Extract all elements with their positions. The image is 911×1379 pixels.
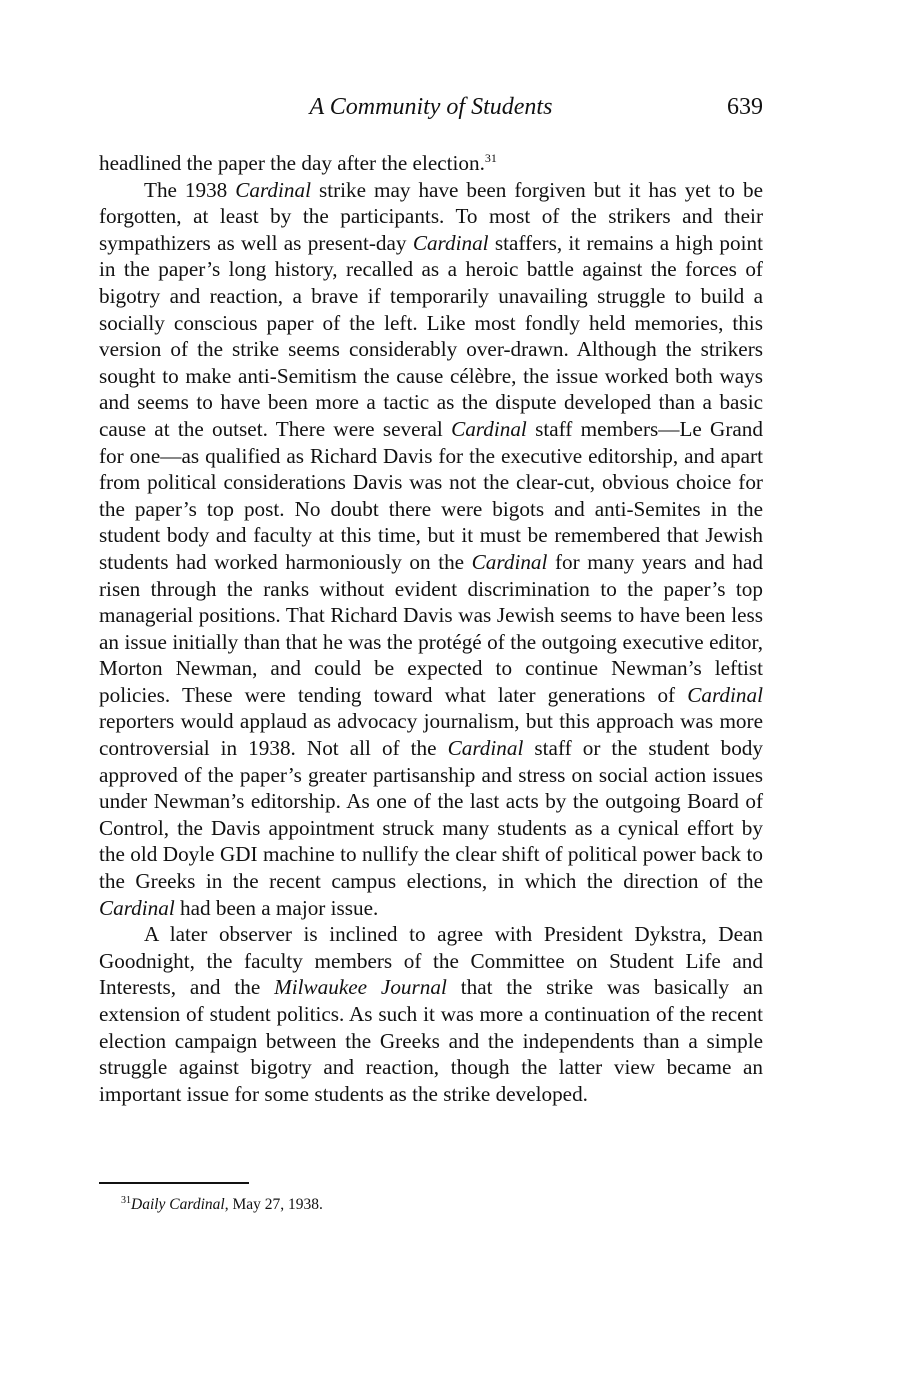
body-text xyxy=(99,150,763,1107)
footnote-source: Daily Cardinal xyxy=(131,1196,225,1213)
text-run: staffers, it remains a high point in the paper’s long history, recalled as a heroic battle against the forces of bigotry and reaction, a brave if temporarily unavailing struggle to build a socially conscious paper of the left. Like most fondly held memories, this version of the strike seems considerably over-drawn. Although the strikers sought to make anti-Semitism the cause célèbre, the issue worked both ways and seems to have been more a tactic as the dispute developed than a basic cause at the outset. There were several xyxy=(99,230,763,441)
text-run: strike may have been forgiven but it has yet to be forgotten, at least by the participants. To most of the strikers and their sympathizers as well as present-day xyxy=(99,177,763,255)
italic-title: Cardinal xyxy=(687,682,763,707)
footnote xyxy=(121,1195,761,1215)
italic-title: Milwaukee Journal xyxy=(274,975,447,1000)
text-run: headlined the paper the day after the election. xyxy=(99,151,485,175)
italic-title: Cardinal xyxy=(412,230,489,255)
italic-title: Cardinal xyxy=(451,416,527,441)
text-run: had been a major issue. xyxy=(174,895,379,920)
text-run: for many years and had risen through the ranks without evident discrimination to the paper’s top managerial positions. That Richard Davis was Jewish seems to have been less an issue initially than that he was the protégé of the outgoing executive editor, Morton Newman, and could be expected to continue Newman’s leftist policies. These were tending toward what later generations of xyxy=(99,549,763,707)
text-run: staff members—Le Grand for one—as qualified as Richard Davis for the executive editorship, and apart from political considerations Davis was not the clear-cut, obvious choice for the paper’s top post. No doubt there were bigots and anti-Semites in the student body and faculty at this time, but it must be remembered that Jewish students had worked harmoniously on the xyxy=(99,416,763,574)
paragraph xyxy=(99,921,763,1107)
italic-title: Cardinal xyxy=(447,736,524,761)
running-title: A Community of Students xyxy=(309,94,553,120)
paragraph xyxy=(99,177,763,922)
running-head xyxy=(99,94,763,128)
footnote-reference: 31 xyxy=(484,150,497,165)
footnote-divider xyxy=(99,1182,249,1184)
paragraph xyxy=(99,150,763,177)
italic-title: Cardinal xyxy=(99,895,175,920)
page-number: 639 xyxy=(727,94,763,120)
text-run: that the strike was basically an extension of student politics. As such it was more a continuation of the recent election campaign between the Greeks and the independents than a simple struggle against bigotry and reaction, though the latter view became an important issue for some students as the strike developed. xyxy=(99,975,763,1106)
footnote-detail: , May 27, 1938. xyxy=(224,1196,323,1213)
text-run: The 1938 xyxy=(144,177,236,202)
italic-title: Cardinal xyxy=(471,549,548,574)
text-run: reporters would applaud as advocacy journalism, but this approach was more controversial in 1938. Not all of the xyxy=(99,709,763,761)
text-run: staff or the student body approved of the paper’s greater partisanship and stress on social action issues under Newman’s editorship. As one of the last acts by the outgoing Board of Control, the Davis appointment struck many students as a cynical effort by the old Doyle GDI machine to nullify the clear shift of political power back to the Greeks in the recent campus elections, in which the direction of the xyxy=(99,736,763,894)
footnote-number: 31 xyxy=(121,1194,131,1206)
text-run: A later observer is inclined to agree with President Dykstra, Dean Goodnight, the faculty members of the Committee on Student Life and Interests, and the xyxy=(99,922,763,1000)
italic-title: Cardinal xyxy=(235,177,311,202)
